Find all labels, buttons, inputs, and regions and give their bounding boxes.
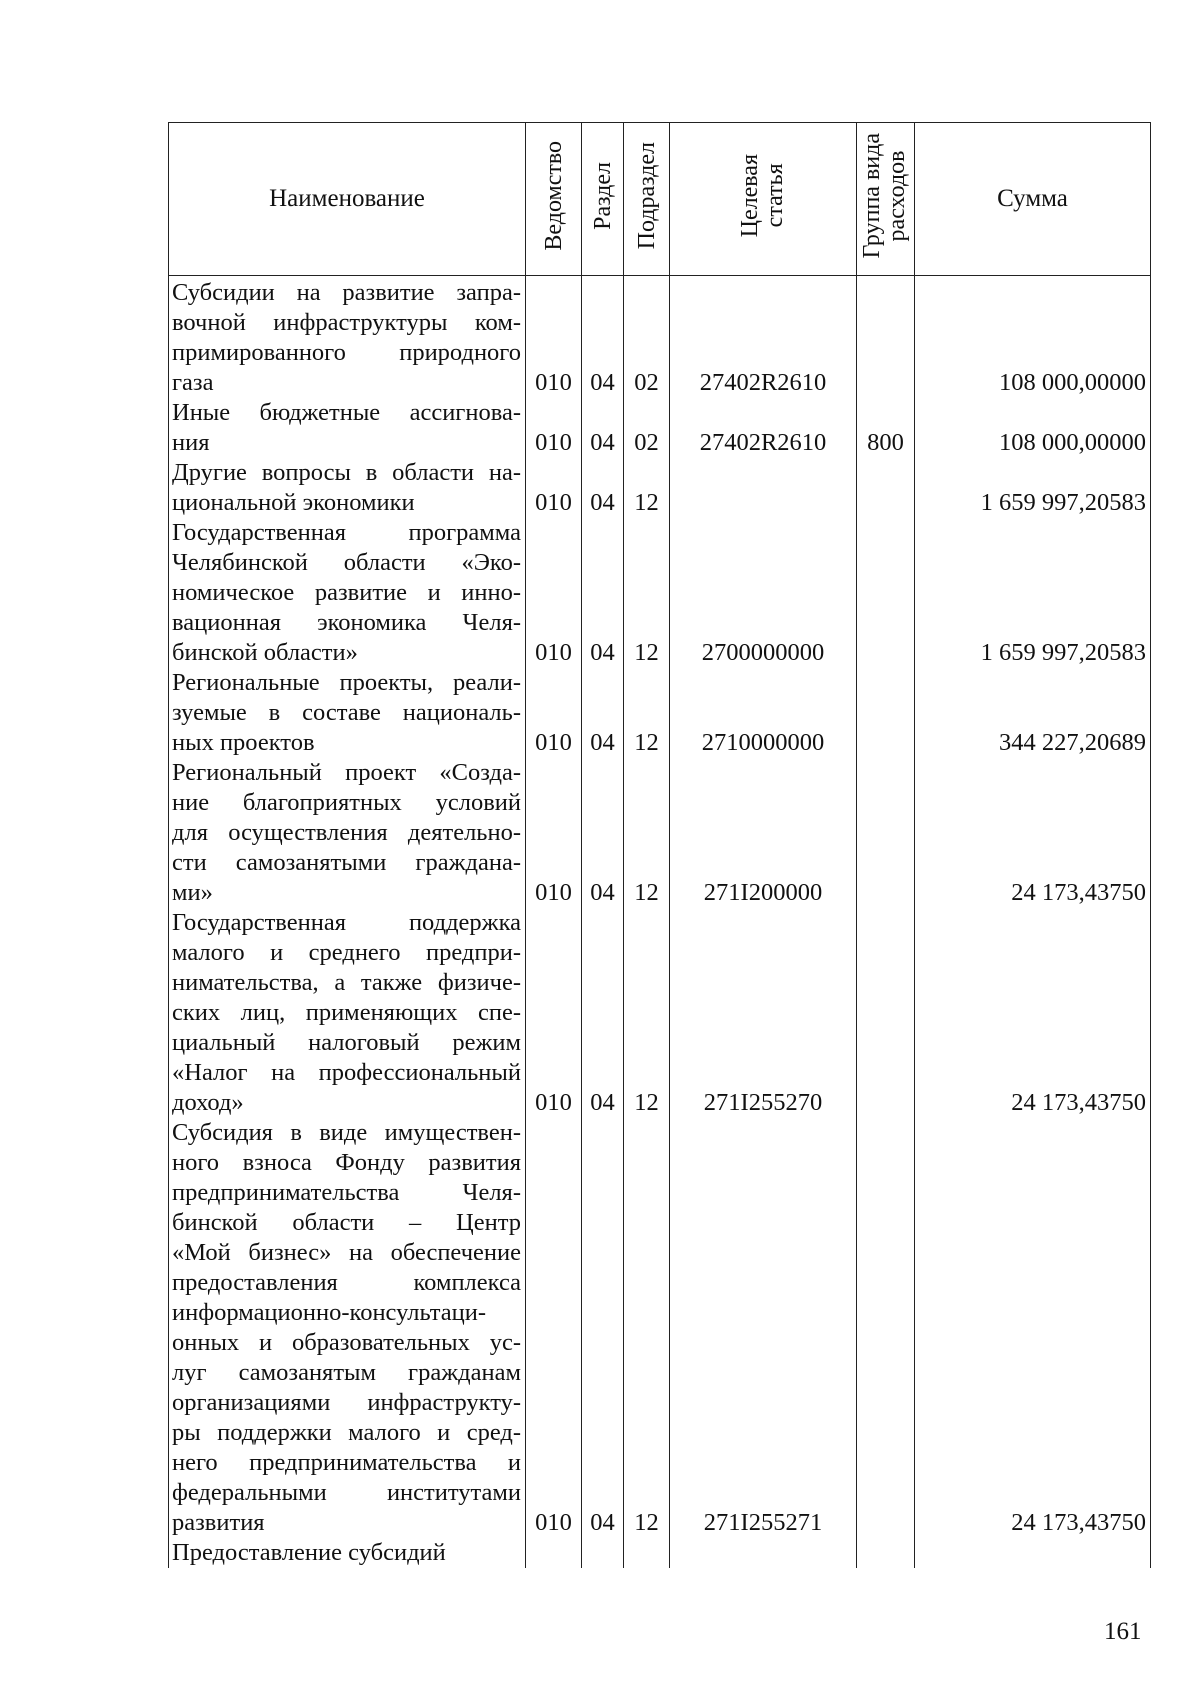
budget-table <box>168 122 1151 1568</box>
row-razdel: 04 <box>582 668 624 758</box>
row-name-line: Региональный проект «Созда- <box>172 759 521 786</box>
row-name-line: информационно-консультаци- <box>172 1299 487 1326</box>
row-gruppa <box>857 458 915 518</box>
row-name-line: «Налог на профессиональный <box>172 1059 521 1086</box>
row-name-line: «Мой бизнес» на обеспечение <box>172 1239 521 1266</box>
table-row <box>169 1538 1151 1568</box>
row-name-line: малого и среднего предпри- <box>172 939 521 966</box>
row-name-line: предоставления комплекса <box>172 1269 521 1296</box>
header-celevaya-line2: статья <box>762 163 788 228</box>
row-name-line: сти самозанятыми граждана- <box>172 849 521 876</box>
row-summa: 1 659 997,20583 <box>915 458 1151 518</box>
row-name-line: ния <box>172 429 210 456</box>
table-row <box>169 668 1151 758</box>
row-vedomstvo: 010 <box>526 668 582 758</box>
row-name-line: ры поддержки малого и сред- <box>172 1419 521 1446</box>
row-name-line: него предпринимательства и <box>172 1449 521 1476</box>
row-name <box>169 398 526 458</box>
budget-table-container <box>168 122 1150 1568</box>
row-summa: 24 173,43750 <box>915 908 1151 1118</box>
row-name-line: федеральными институтами <box>172 1479 521 1506</box>
row-celevaya: 2710000000 <box>670 668 857 758</box>
row-podrazdel: 12 <box>624 668 670 758</box>
row-name-line: газа <box>172 369 214 396</box>
row-name-line: примированного природного <box>172 339 521 366</box>
row-name-line: Иные бюджетные ассигнова- <box>172 399 521 426</box>
table-row <box>169 1118 1151 1538</box>
row-celevaya: 271I255271 <box>670 1118 857 1538</box>
row-name-line: вационная экономика Челя- <box>172 609 521 636</box>
row-summa <box>915 1538 1151 1568</box>
row-name <box>169 668 526 758</box>
row-name <box>169 1538 526 1568</box>
row-celevaya: 271I200000 <box>670 758 857 908</box>
row-gruppa <box>857 1538 915 1568</box>
row-podrazdel: 02 <box>624 276 670 399</box>
table-row <box>169 458 1151 518</box>
row-name <box>169 276 526 399</box>
row-vedomstvo: 010 <box>526 458 582 518</box>
row-vedomstvo <box>526 1538 582 1568</box>
table-body <box>169 276 1151 1569</box>
row-name-line: бинской области» <box>172 639 358 666</box>
row-razdel: 04 <box>582 276 624 399</box>
row-summa: 344 227,20689 <box>915 668 1151 758</box>
page-number: 161 <box>1104 1618 1142 1645</box>
row-name-line: Региональные проекты, реали- <box>172 669 521 696</box>
header-celevaya-cell <box>670 123 857 276</box>
row-name-line: луг самозанятым гражданам <box>172 1359 521 1386</box>
row-name-line: номическое развитие и инно- <box>172 579 521 606</box>
row-razdel: 04 <box>582 1118 624 1538</box>
row-vedomstvo: 010 <box>526 758 582 908</box>
header-gruppa-line1: Группа вида <box>859 132 886 259</box>
row-name-line: Челябинской области «Эко- <box>172 549 521 576</box>
row-gruppa <box>857 758 915 908</box>
row-gruppa: 800 <box>857 398 915 458</box>
header-razdel-cell <box>582 123 624 276</box>
row-gruppa <box>857 668 915 758</box>
header-gruppa-line2: расходов <box>884 150 911 241</box>
row-name-line: Государственная программа <box>172 519 521 546</box>
row-razdel: 04 <box>582 908 624 1118</box>
row-celevaya: 271I255270 <box>670 908 857 1118</box>
row-razdel: 04 <box>582 758 624 908</box>
header-summa: Сумма <box>915 123 1151 276</box>
header-celevaya-line1: Целевая <box>736 153 763 238</box>
row-gruppa <box>857 908 915 1118</box>
row-name-line: для осуществления деятельно- <box>172 819 521 846</box>
row-name-line: циональной экономики <box>172 489 415 516</box>
row-name-line: бинской области – Центр <box>172 1209 521 1236</box>
table-row <box>169 276 1151 399</box>
row-celevaya: 27402R2610 <box>670 398 857 458</box>
row-summa: 108 000,00000 <box>915 276 1151 399</box>
row-name <box>169 458 526 518</box>
row-name-line: ных проектов <box>172 729 315 756</box>
row-razdel: 04 <box>582 398 624 458</box>
row-vedomstvo: 010 <box>526 908 582 1118</box>
row-podrazdel <box>624 1538 670 1568</box>
row-name-line: предпринимательства Челя- <box>172 1179 521 1206</box>
row-podrazdel: 12 <box>624 458 670 518</box>
header-name: Наименование <box>169 123 526 276</box>
header-podrazdel-cell <box>624 123 670 276</box>
header-celevaya <box>738 154 788 237</box>
row-vedomstvo: 010 <box>526 276 582 399</box>
row-podrazdel: 02 <box>624 398 670 458</box>
row-podrazdel: 12 <box>624 908 670 1118</box>
row-name <box>169 758 526 908</box>
table-row <box>169 758 1151 908</box>
header-razdel: Раздел <box>589 161 616 230</box>
header-podrazdel: Подраздел <box>633 141 660 250</box>
row-razdel: 04 <box>582 518 624 668</box>
row-name-line: Другие вопросы в области на- <box>172 459 521 486</box>
row-name-line: Государственная поддержка <box>172 909 521 936</box>
row-name-line: ние благоприятных условий <box>172 789 521 816</box>
row-summa: 24 173,43750 <box>915 758 1151 908</box>
row-vedomstvo: 010 <box>526 518 582 668</box>
row-name-line: ми» <box>172 879 213 906</box>
row-name-line: вочной инфраструктуры ком- <box>172 309 521 336</box>
row-name <box>169 1118 526 1538</box>
row-podrazdel: 12 <box>624 518 670 668</box>
row-vedomstvo: 010 <box>526 398 582 458</box>
row-summa: 108 000,00000 <box>915 398 1151 458</box>
row-podrazdel: 12 <box>624 758 670 908</box>
row-name <box>169 908 526 1118</box>
row-name-line: доход» <box>172 1089 244 1116</box>
table-row <box>169 908 1151 1118</box>
row-podrazdel: 12 <box>624 1118 670 1538</box>
table-header <box>169 123 1151 276</box>
row-name-line: развития <box>172 1509 265 1536</box>
row-razdel <box>582 1538 624 1568</box>
row-celevaya: 2700000000 <box>670 518 857 668</box>
row-name <box>169 518 526 668</box>
row-name-line: циальный налоговый режим <box>172 1029 521 1056</box>
row-name-line: Субсидия в виде имуществен- <box>172 1119 521 1146</box>
header-gruppa <box>860 133 910 258</box>
row-celevaya <box>670 1538 857 1568</box>
row-name-line: нимательства, а также физиче- <box>172 969 521 996</box>
row-name-line: организациями инфраструкту- <box>172 1389 521 1416</box>
table-row <box>169 398 1151 458</box>
row-vedomstvo: 010 <box>526 1118 582 1538</box>
row-name-line: Субсидии на развитие запра- <box>172 279 521 306</box>
row-celevaya: 27402R2610 <box>670 276 857 399</box>
row-gruppa <box>857 276 915 399</box>
row-celevaya <box>670 458 857 518</box>
row-gruppa <box>857 518 915 668</box>
row-name-line: Предоставление субсидий <box>172 1539 446 1566</box>
table-row <box>169 518 1151 668</box>
row-gruppa <box>857 1118 915 1538</box>
row-name-line: ских лиц, применяющих спе- <box>172 999 521 1026</box>
header-vedomstvo-cell <box>526 123 582 276</box>
row-name-line: зуемые в составе националь- <box>172 699 521 726</box>
row-summa: 24 173,43750 <box>915 1118 1151 1538</box>
row-name-line: ного взноса Фонду развития <box>172 1149 521 1176</box>
header-vedomstvo: Ведомство <box>540 140 567 251</box>
row-name-line: онных и образовательных ус- <box>172 1329 521 1356</box>
row-summa: 1 659 997,20583 <box>915 518 1151 668</box>
row-razdel: 04 <box>582 458 624 518</box>
header-gruppa-cell <box>857 123 915 276</box>
